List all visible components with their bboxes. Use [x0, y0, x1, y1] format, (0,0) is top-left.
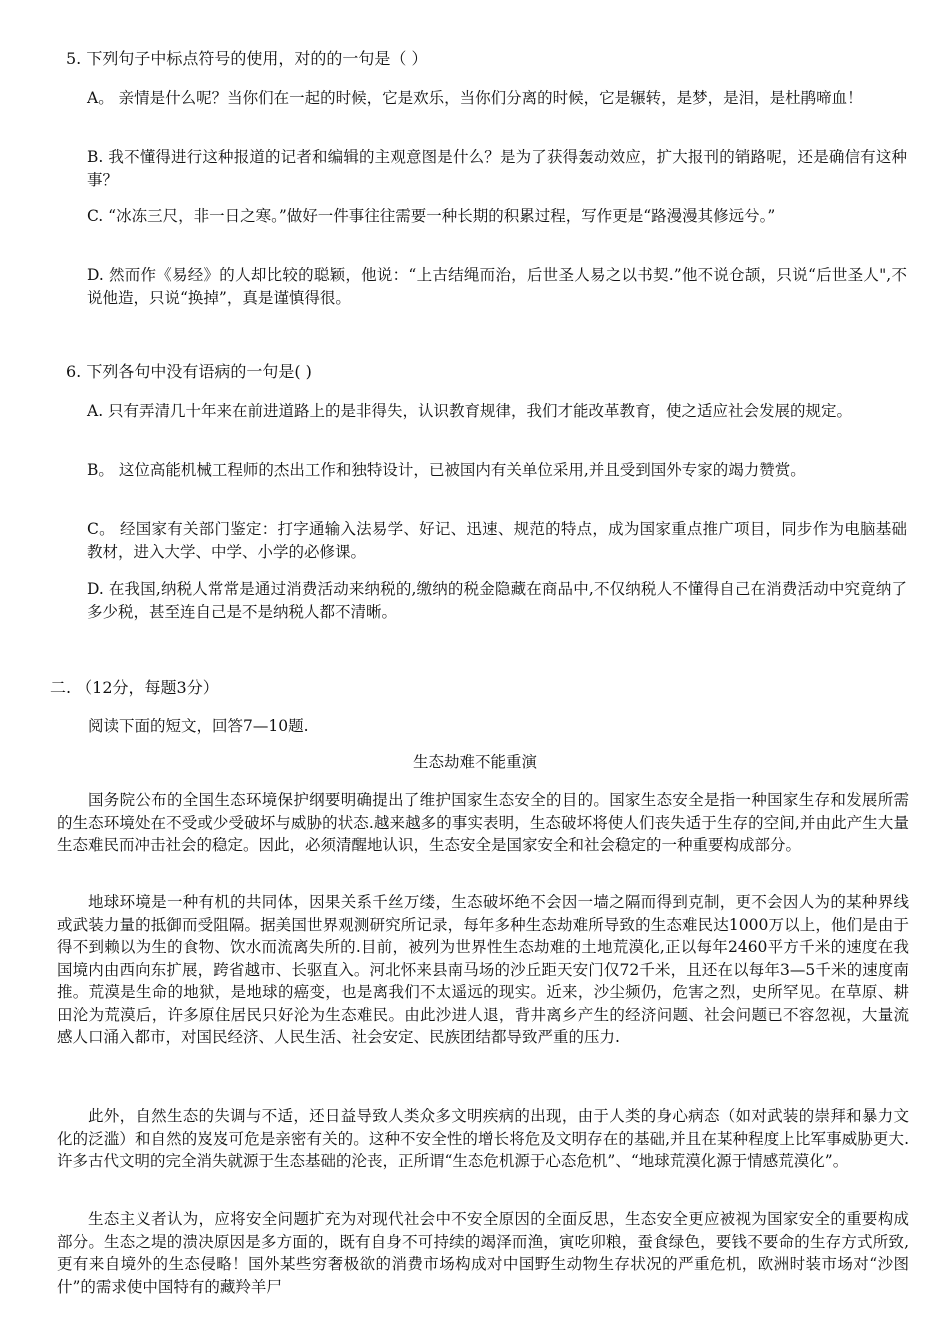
question-5-option-c: C. “冰冻三尺，非一日之寒。”做好一件事往往需要一种长期的积累过程，写作更是“路漫漫其修远兮。”: [87, 207, 776, 225]
reading-instruction: 阅读下面的短文，回答7—10题.: [88, 717, 309, 735]
question-6-option-b: B。 这位高能机械工程师的杰出工作和独特设计，已被国内有关单位采用,并且受到国外专家的竭力赞赏。: [87, 461, 806, 479]
question-5-stem: 5. 下列句子中标点符号的使用，对的的一句是（ ）: [66, 49, 428, 68]
question-6-option-c: C。 经国家有关部门鉴定：打字通输入法易学、好记、迅速、规范的特点，成为国家重点推广项目，同步作为电脑基础教材，进入大学、中学、小学的必修课。: [87, 520, 907, 561]
question-6-option-d: D. 在我国,纳税人常常是通过消费活动来纳税的,缴纳的税金隐藏在商品中,不仅纳税人不懂得自己在消费活动中究竟纳了多少税，甚至连自己是不是纳税人都不清晰。: [87, 580, 907, 621]
question-5-option-d: D. 然而作《易经》的人却比较的聪颖，他说：“上古结绳而治，后世圣人易之以书契.”他不说仓颉，只说“后世圣人",不说他造，只说“换掉”，真是谨慎得很。: [87, 266, 907, 307]
article-paragraph-4: 生态主义者认为，应将安全问题扩充为对现代社会中不安全原因的全面反思，生态安全更应被视为国家安全的重要构成部分。生态之堤的溃决原因是多方面的，既有自身不可持续的竭泽而渔，寅吃卯粮，蚕食绿色，要钱不要命的生存方式所致,更有来自境外的生态侵略！国外某些穷奢极欲的消费市场构成对中国野生动物生存状况的严重危机，欧洲时装市场对“沙图什”的需求使中国特有的藏羚羊尸: [57, 1210, 909, 1296]
question-5-option-a: A。 亲情是什么呢？当你们在一起的时候，它是欢乐，当你们分离的时候，它是辗转，是梦，是泪，是杜鹃啼血！: [87, 89, 863, 107]
article-paragraph-1: 国务院公布的全国生态环境保护纲要明确提出了维护国家生态安全的目的。国家生态安全是指一种国家生存和发展所需的生态环境处在不受或少受破坏与威胁的状态.越来越多的事实表明，生态破坏将使人们丧失适于生存的空间,并由此产生大量生态难民而冲击社会的稳定。因此，必须清醒地认识，生态安全是国家安全和社会稳定的一种重要构成部分。: [57, 791, 909, 854]
question-5-option-b: B. 我不懂得进行这种报道的记者和编辑的主观意图是什么？是为了获得轰动效应，扩大报刊的销路呢，还是确信有这种事？: [87, 148, 907, 189]
article-paragraph-2: 地球环境是一种有机的共同体，因果关系千丝万缕，生态破坏绝不会因一墙之隔而得到克制，更不会因人为的某种界线或武装力量的抵御而受阻隔。据美国世界观测研究所记录，每年多种生态劫难所导致的生态难民达1000万以上，他们是由于得不到赖以为生的食物、饮水而流离失所的.目前，被列为世界性生态劫难的土地荒漠化,正以每年2460平方千米的速度在我国境内由西向东扩展，跨省越市、长驱直入。河北怀来县南马场的沙丘距天安门仅72千米，且还在以每年3—5千米的速度南推。荒漠是生命的地狱，是地球的癌变，也是离我们不太遥远的现实。近来，沙尘频仍，危害之烈，史所罕见。在草原、耕田沦为荒漠后，许多原住居民只好沦为生态难民。由此沙进人退，背井离乡产生的经济问题、社会问题已不容忽视，大量流感人口涌入都市，对国民经济、人民生活、社会安定、民族团结都导致严重的压力.: [57, 893, 909, 1046]
article-title: 生态劫难不能重演: [412, 753, 537, 771]
section-2-heading: 二. （12分，每题3分）: [50, 678, 219, 697]
article-paragraph-3: 此外，自然生态的失调与不适，还日益导致人类众多文明疾病的出现，由于人类的身心病态（如对武装的崇拜和暴力文化的泛滥）和自然的岌岌可危是亲密有关的。这种不安全性的增长将危及文明存在的基础,并且在某种程度上比军事威胁更大.许多古代文明的完全消失就源于生态基础的沦丧，正所谓“生态危机源于心态危机”、“地球荒漠化源于情感荒漠化”。: [57, 1107, 909, 1170]
question-6-stem: 6. 下列各句中没有语病的一句是( ): [66, 362, 312, 381]
question-6-option-a: A. 只有弄清几十年来在前进道路上的是非得失，认识教育规律，我们才能改革教育，使之适应社会发展的规定。: [87, 402, 853, 420]
